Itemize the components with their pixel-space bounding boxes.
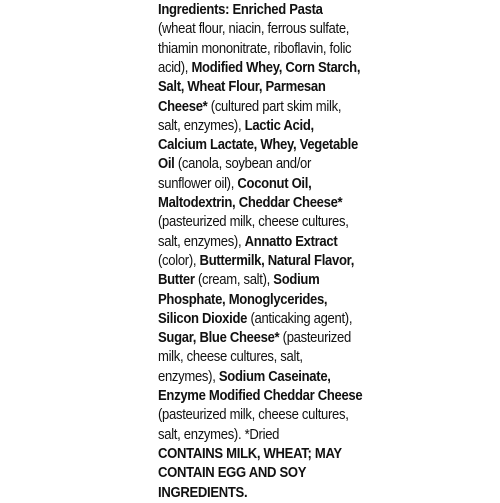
bold-ingredient-text: Calcium Lactate, Whey, Vegetable (158, 136, 358, 154)
ingredient-line (158, 367, 331, 387)
ingredient-detail-text: acid), (158, 58, 192, 76)
ingredient-line (158, 0, 323, 20)
bold-ingredient-text: Coconut Oil, (237, 174, 312, 192)
ingredient-line (158, 309, 352, 329)
ingredient-line (158, 444, 342, 464)
bold-ingredient-text: Butter (158, 271, 195, 289)
bold-ingredient-text: Enzyme Modified Cheddar Cheese (158, 387, 363, 404)
bold-ingredient-text: Silicon Dioxide (158, 309, 248, 327)
ingredient-line (158, 77, 326, 97)
ingredient-detail-text: salt, enzymes), (158, 116, 245, 134)
ingredient-line (158, 174, 311, 194)
ingredient-detail-text: (pasteurized milk, cheese cultures, (158, 213, 349, 231)
ingredient-line (158, 463, 306, 483)
ingredient-detail-text: (color), (158, 251, 200, 269)
ingredient-detail-text: (canola, soybean and/or (174, 155, 312, 173)
ingredient-line (158, 232, 337, 252)
ingredient-line (158, 328, 351, 348)
bold-ingredient-text: Maltodextrin, Cheddar Cheese* (158, 194, 343, 211)
ingredient-detail-text: thiamin mononitrate, riboflavin, folic (158, 39, 352, 57)
bold-ingredient-text: Phosphate, Monoglycerides, (158, 290, 328, 308)
bold-ingredient-text: Sodium Caseinate, (218, 367, 331, 385)
ingredient-line (158, 270, 319, 290)
bold-ingredient-text: Buttermilk, Natural Flavor, (199, 251, 355, 269)
ingredient-line (158, 290, 327, 310)
bold-ingredient-text: Ingredients: Enriched Pasta (158, 1, 323, 18)
ingredient-line (158, 405, 349, 425)
ingredient-line (158, 386, 362, 406)
ingredient-line (158, 19, 349, 39)
ingredient-line (158, 347, 303, 367)
bold-ingredient-text: CONTAIN EGG AND SOY (158, 464, 307, 482)
ingredient-line (158, 116, 314, 136)
ingredient-detail-text: sunflower oil), (158, 174, 238, 192)
ingredient-line (158, 58, 360, 78)
ingredient-line (158, 212, 349, 232)
bold-ingredient-text: Cheese* (158, 97, 208, 115)
bold-ingredient-text: Lactic Acid, (244, 116, 314, 134)
ingredient-detail-text: (wheat flour, niacin, ferrous sulfate, (158, 20, 350, 38)
ingredient-line (158, 135, 358, 155)
ingredient-detail-text: (anticaking agent), (247, 309, 353, 327)
bold-ingredient-text: Modified Whey, Corn Starch, (191, 58, 361, 76)
ingredient-detail-text: (pasteurized (279, 329, 351, 347)
bold-ingredient-text: Annatto Extract (244, 232, 338, 250)
ingredient-line (158, 425, 279, 445)
ingredient-line (158, 251, 354, 271)
ingredient-detail-text: (pasteurized milk, cheese cultures, (158, 406, 349, 424)
ingredient-line (158, 193, 342, 213)
ingredient-detail-text: milk, cheese cultures, salt, (158, 348, 303, 366)
ingredient-detail-text: (cultured part skim milk, (207, 97, 342, 115)
bold-ingredient-text: Sugar, Blue Cheese* (158, 329, 280, 347)
ingredient-detail-text: salt, enzymes), (158, 232, 245, 250)
ingredient-line (158, 154, 311, 174)
ingredient-line (158, 97, 341, 117)
bold-ingredient-text: Sodium (273, 271, 320, 289)
bold-ingredient-text: Salt, Wheat Flour, Parmesan (158, 78, 326, 96)
ingredient-detail-text: salt, enzymes). *Dried (158, 425, 280, 443)
ingredient-detail-text: (cream, salt), (194, 271, 274, 289)
bold-ingredient-text: CONTAINS MILK, WHEAT; MAY (158, 444, 342, 462)
ingredient-detail-text: enzymes), (158, 367, 219, 385)
bold-ingredient-text: INGREDIENTS. (158, 483, 248, 501)
bold-ingredient-text: Oil (158, 155, 175, 173)
ingredient-line (158, 39, 351, 59)
